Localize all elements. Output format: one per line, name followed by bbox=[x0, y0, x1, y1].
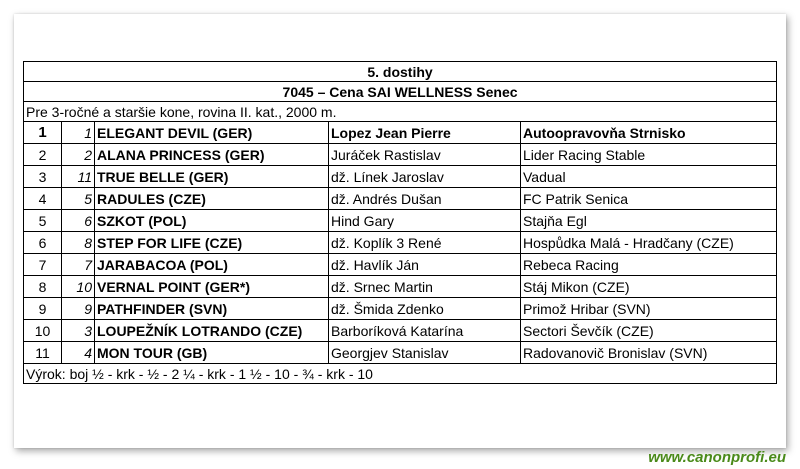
jockey-name: dž. Srnec Martin bbox=[329, 276, 521, 298]
jockey-name: dž. Šmida Zdenko bbox=[329, 298, 521, 320]
owner-name: Stajňa Egl bbox=[521, 210, 777, 232]
owner-name: Stáj Mikon (CZE) bbox=[521, 276, 777, 298]
finish-position: 8 bbox=[24, 276, 62, 298]
owner-name: Lider Racing Stable bbox=[521, 144, 777, 166]
owner-name: Hospůdka Malá - Hradčany (CZE) bbox=[521, 232, 777, 254]
jockey-name: dž. Andrés Dušan bbox=[329, 188, 521, 210]
jockey-name: Juráček Rastislav bbox=[329, 144, 521, 166]
owner-name: Rebeca Racing bbox=[521, 254, 777, 276]
table-row bbox=[24, 166, 777, 188]
horse-name: ALANA PRINCESS (GER) bbox=[95, 144, 329, 166]
horse-name: TRUE BELLE (GER) bbox=[95, 166, 329, 188]
horse-name: JARABACOA (POL) bbox=[95, 254, 329, 276]
jockey-name: dž. Koplík 3 René bbox=[329, 232, 521, 254]
horse-name: VERNAL POINT (GER*) bbox=[95, 276, 329, 298]
table-row bbox=[24, 188, 777, 210]
owner-name: Autoopravovňa Strnisko bbox=[521, 122, 777, 144]
horse-name: SZKOT (POL) bbox=[95, 210, 329, 232]
table-row bbox=[24, 232, 777, 254]
start-number: 4 bbox=[62, 342, 95, 364]
owner-name: Sectori Ševčík (CZE) bbox=[521, 320, 777, 342]
jockey-name: Georgjev Stanislav bbox=[329, 342, 521, 364]
horse-name: MON TOUR (GB) bbox=[95, 342, 329, 364]
finish-position: 11 bbox=[24, 342, 62, 364]
start-number: 8 bbox=[62, 232, 95, 254]
start-number: 9 bbox=[62, 298, 95, 320]
race-results-table bbox=[23, 61, 777, 384]
table-row bbox=[24, 276, 777, 298]
finish-position: 9 bbox=[24, 298, 62, 320]
finish-position: 4 bbox=[24, 188, 62, 210]
start-number: 2 bbox=[62, 144, 95, 166]
results-sheet bbox=[14, 14, 786, 448]
owner-name: Radovanovič Bronislav (SVN) bbox=[521, 342, 777, 364]
table-row bbox=[24, 342, 777, 364]
finish-position: 7 bbox=[24, 254, 62, 276]
table-row bbox=[24, 254, 777, 276]
finish-position: 6 bbox=[24, 232, 62, 254]
horse-name: LOUPEŽNÍK LOTRANDO (CZE) bbox=[95, 320, 329, 342]
start-number: 6 bbox=[62, 210, 95, 232]
race-subtitle: 7045 – Cena SAI WELLNESS Senec bbox=[24, 82, 777, 102]
finish-position: 1 bbox=[24, 122, 62, 144]
owner-name: FC Patrik Senica bbox=[521, 188, 777, 210]
start-number: 11 bbox=[62, 166, 95, 188]
start-number: 5 bbox=[62, 188, 95, 210]
finish-position: 5 bbox=[24, 210, 62, 232]
race-conditions: Pre 3-ročné a staršie kone, rovina II. kat., 2000 m. bbox=[24, 102, 777, 122]
owner-name: Vadual bbox=[521, 166, 777, 188]
horse-name: ELEGANT DEVIL (GER) bbox=[95, 122, 329, 144]
start-number: 3 bbox=[62, 320, 95, 342]
jockey-name: dž. Línek Jaroslav bbox=[329, 166, 521, 188]
race-title: 5. dostihy bbox=[24, 62, 777, 82]
owner-name: Primož Hribar (SVN) bbox=[521, 298, 777, 320]
horse-name: STEP FOR LIFE (CZE) bbox=[95, 232, 329, 254]
finish-position: 3 bbox=[24, 166, 62, 188]
jockey-name: Hind Gary bbox=[329, 210, 521, 232]
race-result-line: Výrok: boj ½ - krk - ½ - 2 ¼ - krk - 1 ½ - 10 - ¾ - krk - 10 bbox=[24, 364, 777, 384]
jockey-name: Barboríková Katarína bbox=[329, 320, 521, 342]
start-number: 7 bbox=[62, 254, 95, 276]
start-number: 1 bbox=[62, 122, 95, 144]
table-row bbox=[24, 144, 777, 166]
finish-position: 10 bbox=[24, 320, 62, 342]
table-row bbox=[24, 122, 777, 144]
horse-name: RADULES (CZE) bbox=[95, 188, 329, 210]
table-row bbox=[24, 298, 777, 320]
table-row bbox=[24, 320, 777, 342]
table-row bbox=[24, 210, 777, 232]
finish-position: 2 bbox=[24, 144, 62, 166]
watermark: www.canonprofi.eu bbox=[648, 449, 786, 466]
horse-name: PATHFINDER (SVN) bbox=[95, 298, 329, 320]
jockey-name: dž. Havlík Ján bbox=[329, 254, 521, 276]
jockey-name: Lopez Jean Pierre bbox=[329, 122, 521, 144]
start-number: 10 bbox=[62, 276, 95, 298]
